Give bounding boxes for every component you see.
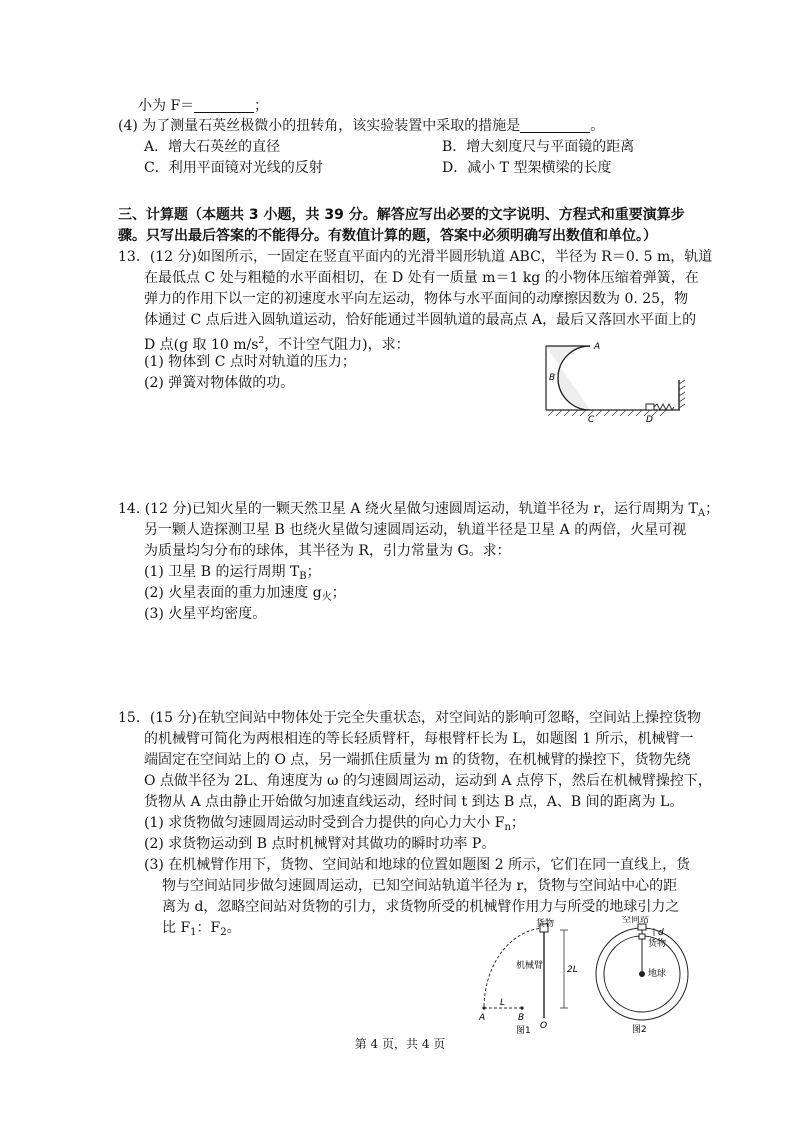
fig1-2l-label: 2L — [567, 965, 578, 975]
fig2-d-label: d — [658, 928, 664, 938]
answer-blank — [194, 98, 254, 113]
fig1-arm-label: 机械臂 — [516, 961, 544, 971]
answer-blank — [520, 118, 590, 133]
fig2-cargo-label: 货物 — [648, 939, 667, 949]
q15-sub3-line2: 物与空间站同步做匀速圆周运动，已知空间站轨道半径为 r，货物与空间站中心的距 — [162, 878, 678, 894]
q15-figure2 — [592, 916, 702, 1036]
q12-sub4-post: 。 — [590, 118, 605, 134]
q13-line1: 13．(12 分)如图所示，一固定在竖直平面内的光滑半圆形轨道 ABC，半径为 R＝0. 5 m，轨道 — [118, 249, 713, 265]
block — [646, 404, 654, 410]
q13-figure — [538, 340, 688, 424]
fig1-caption: 图1 — [516, 1026, 531, 1036]
q15-sub3-line1: (3) 在机械臂作用下，货物、空间站和地球的位置如题图 2 所示，它们在同一直线上，货 — [144, 857, 691, 873]
fig1-l-label: L — [500, 998, 506, 1008]
q13-sub2: (2) 弹簧对物体做的功。 — [144, 375, 295, 391]
q15-line2: 的机械臂可简化为两根相连的等长轻质臂杆，每根臂杆长为 L，如题图 1 所示，机械臂一 — [144, 731, 694, 747]
fig1-o-label: O — [540, 1021, 548, 1031]
q15-l4-sub1: 1 — [190, 927, 197, 938]
q14-sub1-sub: B — [299, 571, 307, 582]
q15-line3: 端固定在空间站上的 O 点，另一端抓住质量为 m 的货物，在机械臂的操控下，货物先绕 — [144, 752, 691, 768]
q12-sub4-pre: (4) 为了测量石英丝极微小的扭转角，该实验装置中采取的措施是 — [118, 118, 521, 134]
q14-line1-post: ； — [705, 501, 720, 517]
label-a: A — [594, 342, 601, 352]
fig2-caption: 图2 — [632, 1025, 647, 1035]
q15-l4-sub2: 2 — [220, 927, 227, 938]
q15-sub3-line3: 离为 d，忽略空间站对货物的引力，求货物所受的机械臂作用力与所受的地球引力之 — [162, 899, 680, 915]
q15-l4-post: 。 — [226, 920, 241, 936]
option-d: D．减小 T 型架横梁的长度 — [442, 160, 612, 176]
q14-sub2-pre: (2) 火星表面的重力加速度 g — [144, 585, 322, 601]
q12-line1-post: ； — [254, 98, 269, 114]
q15-sub1-pre: (1) 求货物做匀速圆周运动时受到合力提供的向心力大小 F — [144, 815, 505, 831]
label-c: C — [588, 415, 595, 424]
q14-sub1-pre: (1) 卫星 B 的运行周期 T — [144, 564, 300, 580]
q14-sub3: (3) 火星平均密度。 — [144, 606, 267, 622]
q15-sub2: (2) 求货物运动到 B 点时机械臂对其做功的瞬时功率 P。 — [144, 836, 496, 852]
fig2-station-label: 空间站 — [622, 916, 650, 925]
q13-line3: 弹力的作用下以一定的初速度水平向左运动，物体与水平面间的动摩擦因数为 0. 25，物 — [144, 291, 689, 307]
option-c: C．利用平面镜对光线的反射 — [144, 160, 323, 176]
q13-line2: 在最低点 C 处与粗糙的水平面相切，在 D 处有一质量 m＝1 kg 的小物体压缩着弹簧，在 — [144, 270, 699, 286]
q15-l4-mid: ：F — [196, 920, 221, 936]
q14-sub1-post: ； — [306, 564, 321, 580]
q14-sub2-sub: 火 — [321, 592, 332, 603]
page-footer: 第 4 页，共 4 页 — [354, 1037, 446, 1051]
q14-line2: 另一颗人造探测卫星 B 也绕火星做匀速圆周运动，轨道半径是卫星 A 的两倍，火星可视 — [144, 522, 687, 538]
q12-line1-pre: 小为 F＝ — [138, 98, 195, 114]
q14-sub2-post: ； — [331, 585, 346, 601]
fig1-b-label: B — [518, 1013, 525, 1023]
q12-answer-line — [138, 96, 268, 116]
spring — [654, 404, 674, 410]
fig2-earth-label: 地球 — [648, 969, 667, 979]
q15-line5: 货物从 A 点由静止开始做匀加速直线运动，经时间 t 到达 B 点，A、B 间的距离为 L。 — [144, 794, 684, 810]
q15-sub3-line4 — [162, 918, 241, 943]
label-b: B — [549, 373, 556, 383]
q15-figure1 — [476, 918, 596, 1036]
q12-sub4 — [118, 116, 604, 136]
q15-sub1-sub: n — [504, 822, 511, 833]
section-heading-line1: 三、计算题（本题共 3 小题，共 39 分。解答应写出必要的文字说明、方程式和重要演算步 — [118, 207, 685, 223]
q13-line4: 体通过 C 点后进入圆轨道运动，恰好能通过半圆轨道的最高点 A，最后又落回水平面上的 — [144, 312, 697, 328]
q15-line4: O 点做半径为 2L、角速度为 ω 的匀速圆周运动，运动到 A 点停下，然后在机械臂操控下， — [144, 773, 712, 789]
q14-line1-pre: 14. (12 分)已知火星的一颗天然卫星 A 绕火星做匀速圆周运动，轨道半径为 r，运行周期为 T — [118, 501, 698, 517]
q14-line3: 为质量均匀分布的球体，其半径为 R，引力常量为 G。求： — [144, 543, 511, 559]
q13-line5-sup: 2 — [258, 336, 265, 346]
q15-l4-pre: 比 F — [162, 920, 191, 936]
section-heading-line2: 骤。只写出最后答案的不能得分。有数值计算的题，答案中必须明确写出数值和单位。） — [118, 228, 657, 244]
q13-line5-post: ，不计空气阻力)，求： — [264, 337, 410, 353]
fig1-cargo-label: 货物 — [536, 919, 555, 929]
fig1-a-label: A — [479, 1013, 486, 1023]
label-d: D — [646, 415, 653, 424]
q15-sub1-post: ； — [510, 815, 525, 831]
q14-line1-sub: A — [697, 508, 706, 519]
option-b: B．增大刻度尺与平面镜的距离 — [442, 139, 635, 155]
option-a: A．增大石英丝的直径 — [144, 139, 281, 155]
point-a — [482, 1006, 485, 1009]
q13-sub1: (1) 物体到 C 点时对轨道的压力； — [144, 354, 356, 370]
q15-line1: 15．(15 分)在轨空间站中物体处于完全失重状态，对空间站的影响可忽略，空间站上操控货物 — [118, 710, 702, 726]
point-b — [520, 1006, 523, 1009]
cargo-box2 — [639, 934, 645, 939]
q13-line5-pre: D 点(g 取 10 m/s — [144, 337, 259, 353]
